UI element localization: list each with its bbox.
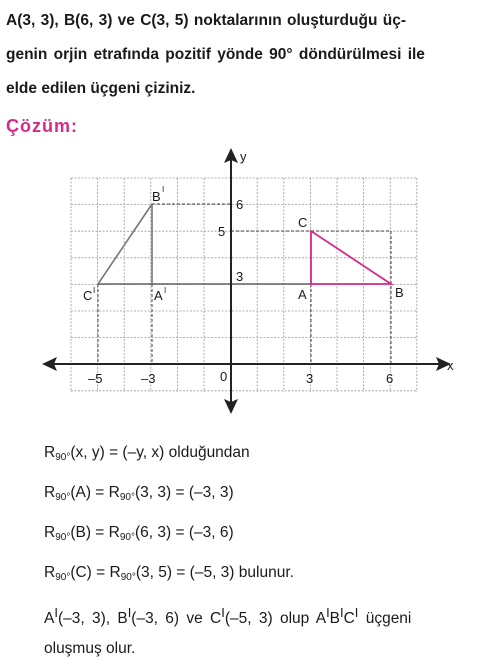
label-b1: B [152,189,161,204]
label-a1-prime: I [164,286,167,295]
question-line-3: elde edilen üçgeni çiziniz. [6,80,196,97]
solution-line-3: $R_{90^\circ}(B) = R_{90^\circ}(6$, 3) = (–3, 6) [44,524,234,543]
conclusion-line-1: $A^I(-3$, 3), $B^I(-3$, 6) ve $C^I(-5$, 3) olup $A^IB^IC^I$ üçgeni [44,605,412,628]
x-axis [42,357,451,371]
solution-line-1: $R_{90^\circ}(x$, y) = (–y, x) olduğundan [44,444,250,463]
y-axis-label: y [240,149,247,164]
solution-heading: Çözüm: [6,116,78,136]
y-tick-5: 5 [218,224,226,239]
question-text [6,4,492,106]
y-tick-3: 3 [236,269,244,284]
coordinate-graph [0,140,497,420]
label-c1-prime: I [93,286,96,295]
y-tick-6: 6 [236,197,244,212]
x-tick-neg5: –5 [88,371,103,386]
conclusion-line-2: oluşmuş olur. [44,640,136,658]
grid [71,178,418,392]
x-tick-neg3: –3 [141,371,156,386]
label-a: A [298,287,307,302]
labels [83,149,454,386]
label-b: B [395,285,404,300]
label-b1-prime: I [162,185,165,194]
label-c1: C [83,288,93,303]
x-tick-0: 0 [220,369,228,384]
x-axis-label: x [447,358,454,373]
label-c: C [298,215,308,230]
x-tick-3: 3 [306,371,314,386]
question-line-2: genin orjin etrafında pozitif yönde 90° döndürülmesi ile [6,46,425,63]
question-line-1: A(3, 3), B(6, 3) ve C(3, 5) noktalarının oluşturduğu üç- [6,12,406,29]
x-tick-6: 6 [386,371,394,386]
conclusion-text [44,598,492,664]
image-triangle [98,204,152,284]
label-a1: A [154,288,163,303]
solution-line-2: $R_{90^\circ}(A) = R_{90^\circ}(3$, 3) = (–3, 3) [44,484,234,503]
solution-line-4: $R_{90^\circ}(C) = R_{90^\circ}(3$, 5) = (–5, 3) bulunur. [44,564,294,583]
